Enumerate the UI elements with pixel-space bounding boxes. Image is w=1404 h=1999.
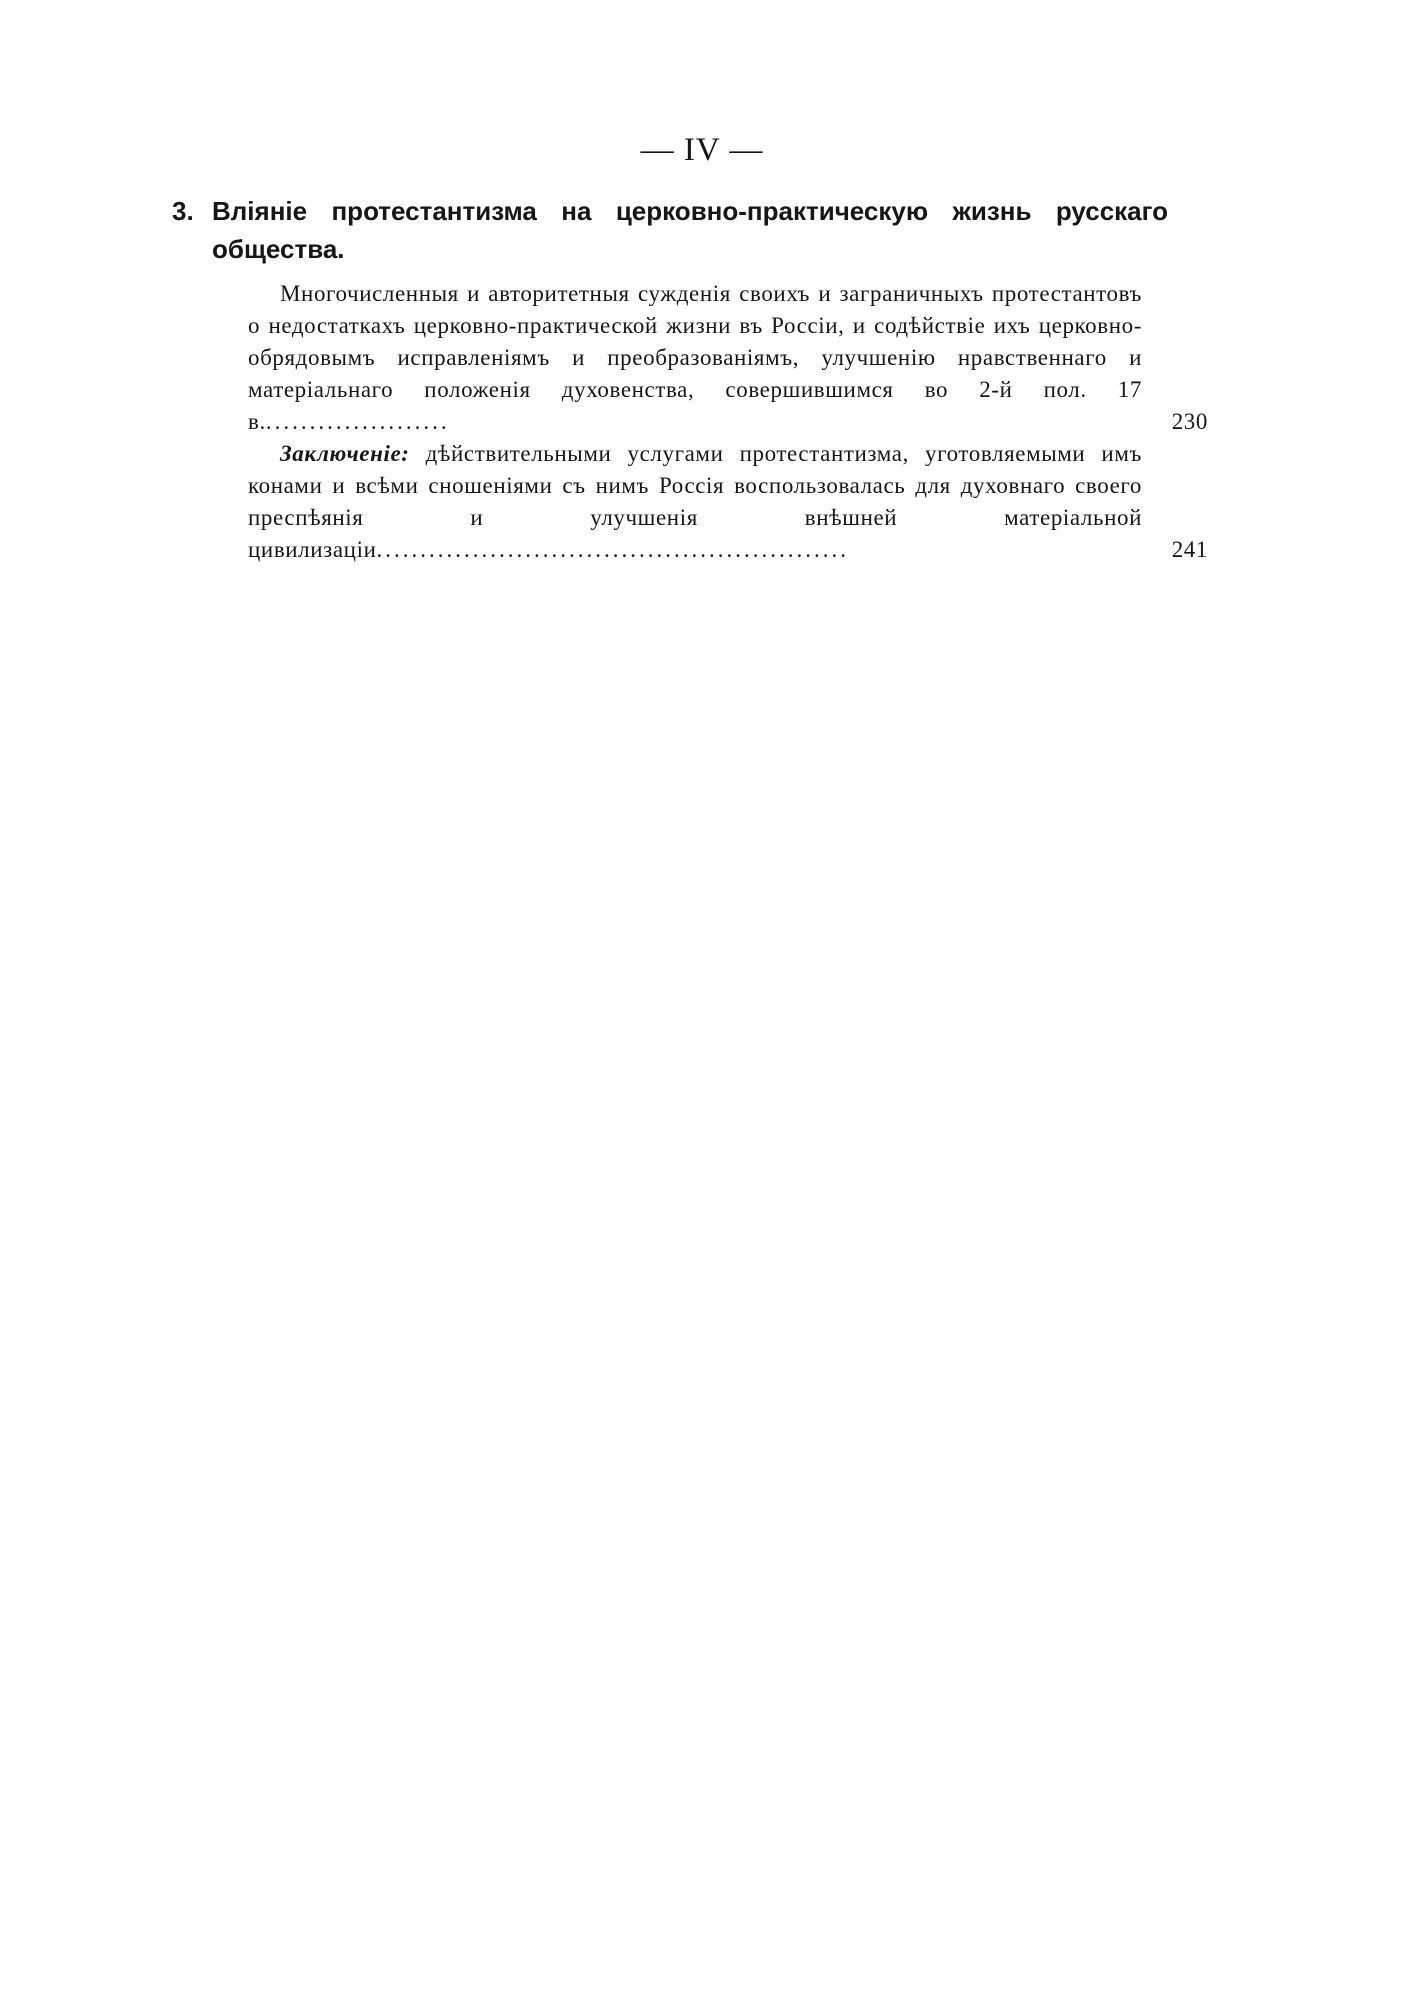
toc-entry-page: 241 [1171, 537, 1208, 562]
toc-entry-page: 230 [1171, 409, 1208, 434]
toc-section [172, 192, 1222, 566]
section-heading [172, 192, 1168, 268]
page-header-numeral: — IV — [640, 132, 764, 168]
toc-entry-text: дѣйствительными услугами протестантизма, уготовляемыми имъ конами и всѣми сношеніями съ нимъ Россія воспользовалась для духовнаго своего преспѣянія и улучшенія внѣшней матеріальной цивилизаціи [248, 441, 1142, 562]
toc-entry [248, 438, 1222, 566]
toc-entry-label: Заключеніе: [280, 441, 410, 466]
toc-entry-text: Многочисленныя и авторитетныя сужденія своихъ и заграничныхъ протестантовъ о недостаткахъ церковно-практической жизни въ Россіи, и содѣйствіе ихъ церковно-обрядовымъ исправленіямъ и преобразованіямъ, улучшенію нравственнаго и матеріальнаго положенія духовенства, совершившимся во 2-й пол. 17 в. [248, 281, 1142, 434]
toc-entry-text-block [248, 278, 1142, 438]
dot-leader: ...................................................... [376, 537, 849, 562]
toc-entry [248, 278, 1222, 438]
dot-leader: ..................... [265, 409, 450, 434]
section-title: Вліяніе протестантизма на церковно-практическую жизнь русскаго общества. [212, 196, 1168, 264]
section-number: 3. [172, 196, 194, 226]
toc-entry-text-block [248, 438, 1142, 566]
